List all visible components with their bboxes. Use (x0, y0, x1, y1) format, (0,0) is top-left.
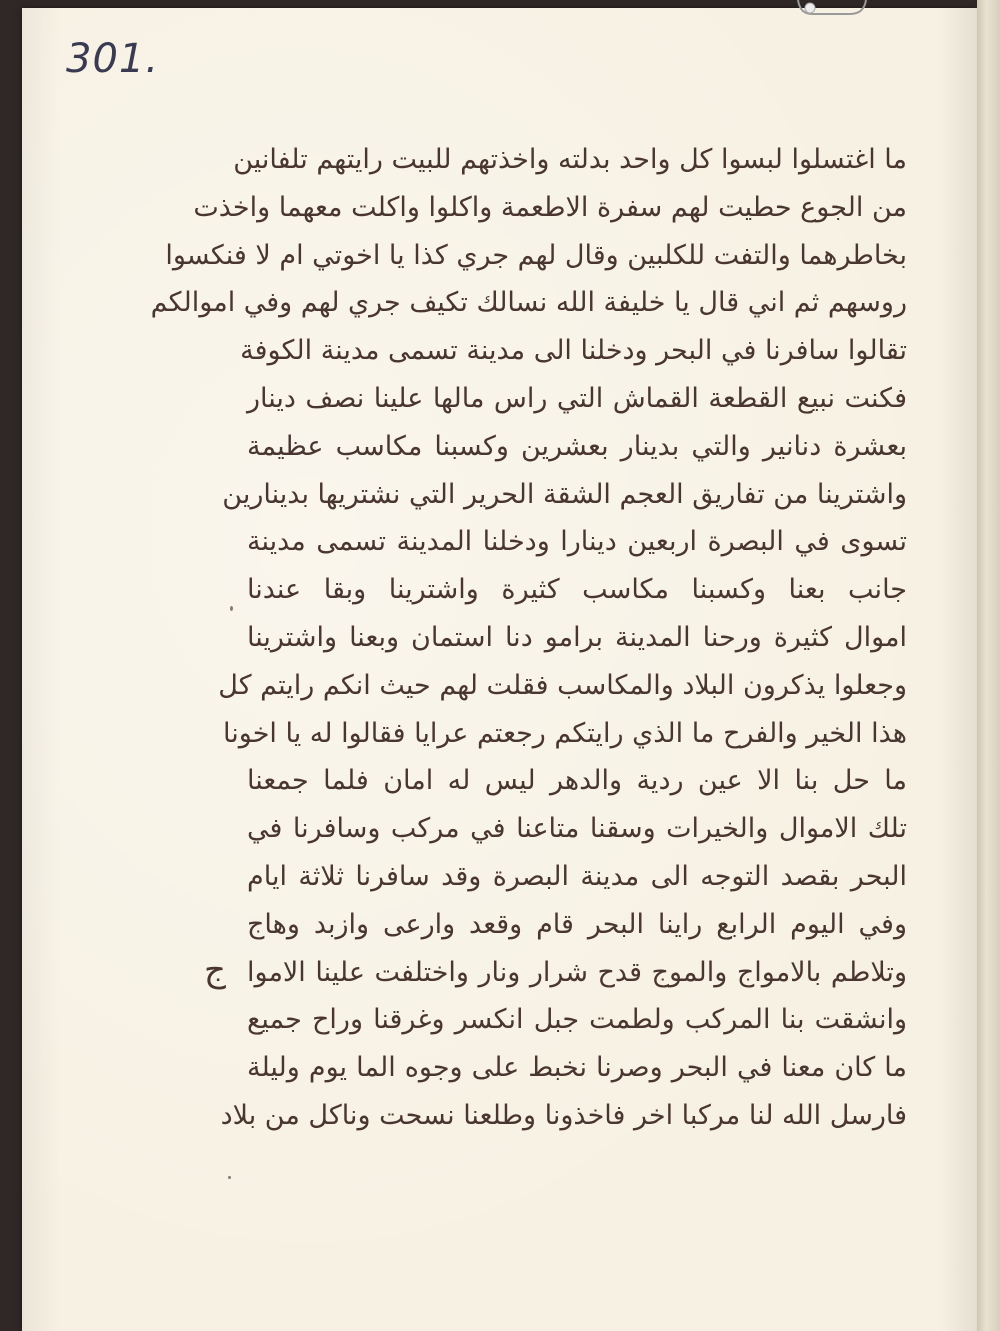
manuscript-line: بخاطرهما والتفت للكلبين وقال لهم جري كذا يا اخوتي ام لا فنكسوا (165, 239, 907, 271)
manuscript-line: تلك الاموال والخيرات وسقنا متاعنا في مركب وسافرنا في (247, 813, 907, 845)
manuscript-line: هذا الخير والفرح ما الذي رايتكم رجعتم عرايا فقالوا له يا اخونا (223, 717, 907, 749)
manuscript-line: فارسل الله لنا مركبا اخر فاخذونا وطلعنا نسحت وناكل من بلاد (220, 1099, 907, 1131)
manuscript-line: وجعلوا يذكرون البلاد والمكاسب فقلت لهم حيث انكم رايتم كل (218, 669, 907, 701)
manuscript-line: ما كان معنا في البحر وصرنا نخبط على وجوه الما يوم وليلة (247, 1052, 907, 1084)
manuscript-line: من الجوع حطيت لهم سفرة الاطعمة واكلوا واكلت معهما واخذت (193, 191, 907, 223)
manuscript-line: البحر بقصد التوجه الى مدينة البصرة وقد سافرنا ثلاثة ايام (247, 860, 907, 892)
manuscript-line: وتلاطم بالامواج والموج قدح شرار ونار واختلفت علينا الاموا (247, 956, 907, 988)
manuscript-line: تقالوا سافرنا في البحر ودخلنا الى مدينة تسمى مدينة الكوفة (240, 335, 907, 367)
manuscript-page (22, 8, 977, 1331)
manuscript-line: بعشرة دنانير والتي بدينار بعشرين وكسبنا مكاسب عظيمة (247, 430, 907, 462)
ink-speck (230, 606, 233, 611)
binding-clip-icon (790, 0, 880, 20)
manuscript-line: روسهم ثم اني قال يا خليفة الله نسالك تكيف جري لهم وفي اموالكم (150, 287, 907, 319)
margin-catchword: ج (204, 950, 226, 990)
manuscript-line: جانب بعنا وكسبنا مكاسب كثيرة واشترينا وبقا عندنا (247, 574, 907, 606)
manuscript-line: وانشقت بنا المركب ولطمت جبل انكسر وغرقنا وراح جميع (247, 1004, 907, 1036)
manuscript-line: اموال كثيرة ورحنا المدينة برامو دنا استمان وبعنا واشترينا (247, 621, 907, 653)
manuscript-text-block (150, 136, 907, 1140)
manuscript-line: وفي اليوم الرابع راينا البحر قام وقعد وارعى وازبد وهاج (247, 908, 907, 940)
page-edge-strip (977, 0, 1000, 1331)
manuscript-line: تسوى في البصرة اربعين دينارا ودخلنا المدينة تسمى مدينة (247, 526, 907, 558)
manuscript-line: فكنت نبيع القطعة القماش التي راس مالها علينا نصف دينار (247, 382, 907, 414)
folio-number: 301. (66, 36, 160, 82)
manuscript-line: واشترينا من تفاريق العجم الشقة الحرير التي نشتريها بدينارين (222, 478, 907, 510)
ink-speck (228, 1176, 231, 1179)
manuscript-line: ما اغتسلوا لبسوا كل واحد بدلته واخذتهم للبيت رايتهم تلفانين (233, 144, 907, 175)
manuscript-line: ما حل بنا الا عين ردية والدهر ليس له امان فلما جمعنا (247, 765, 907, 797)
